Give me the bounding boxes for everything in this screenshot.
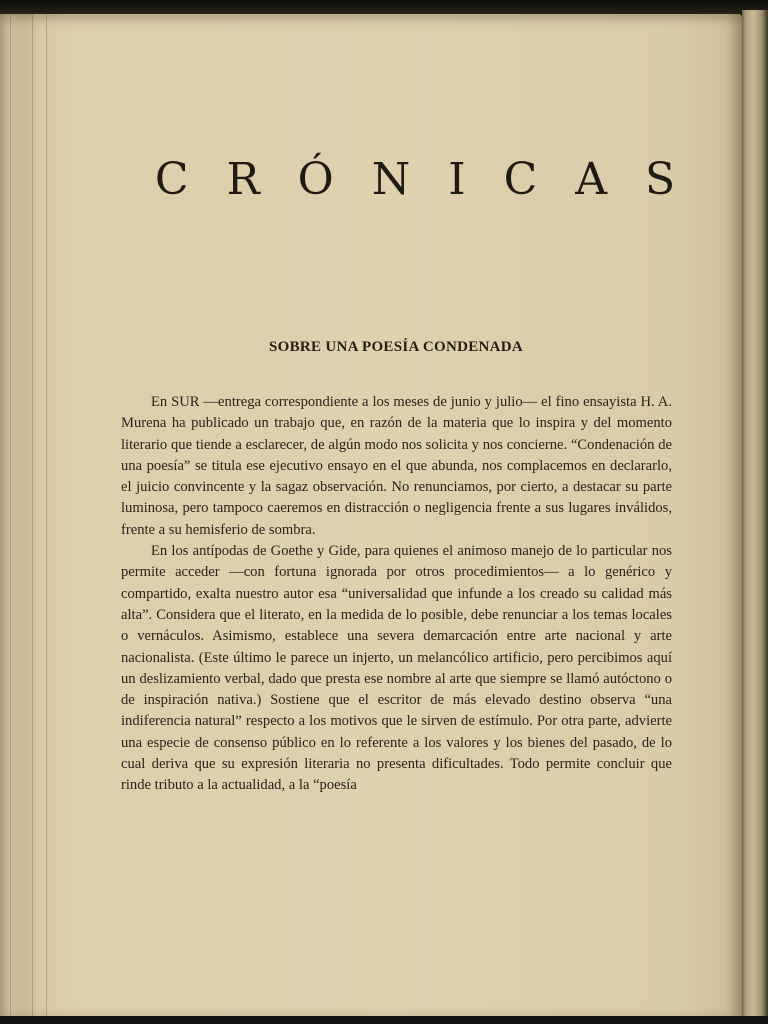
- paragraph: En los antípodas de Goethe y Gide, para quienes el animoso manejo de lo particular nos permite acceder —con fortuna ignorada por otros procedimientos— a lo genérico y compartido, exalta nuestro autor esa “universalidad que infunde a los creado su calidad más alta”. Considera que el literato, en la medida de lo posible, debe renunciar a los temas locales o vernáculos. Asimismo, establece una severa demarcación entre arte nacional y arte nacionalista. (Este último le parece un injerto, un melancólico artificio, pero percibimos aquí un deslizamiento verbal, dado que presta ese nombre al arte que siempre se llamó autóctono o de inspiración nativa.) Sostiene que el escritor de más elevado destino observa “una indiferencia natural” respecto a los motivos que le sirven de estímulo. Por otra parte, advierte una especie de consenso público en lo referente a los valores y los bienes del pasado, de lo cual deriva que su expresión literaria no presenta dificultades. Todo permite concluir que rinde tributo a la actualidad, a la “poesía: [121, 543, 672, 794]
- paragraph: En SUR —entrega correspondiente a los meses de junio y julio— el fino ensayista H. A. Murena ha publicado un trabajo que, en razón de la materia que lo inspira y del momento literario que tiende a esclarecer, de algún modo nos solicita y nos concierne. “Condenación de una poesía” se titula ese ejecutivo ensayo en el que abunda, nos complacemos en declararlo, el juicio convincente y la sagaz observación. No renunciamos, por cierto, a destacar su parte luminosa, pero tampoco caeremos en distracción o negligencia frente a sus lugares inválidos, frente a su hemisferio de sombra.: [121, 394, 672, 538]
- gutter-shade: [32, 14, 33, 1018]
- gutter-shade: [46, 14, 47, 1018]
- gutter-shade: [10, 14, 11, 1018]
- article-title: SOBRE UNA POESÍA CONDENADA: [268, 339, 524, 355]
- section-title: CRÓNICAS: [154, 154, 714, 205]
- article-body: [121, 392, 672, 797]
- adjacent-page-edge: [742, 10, 768, 1024]
- scan-bottom-edge: [0, 1016, 768, 1024]
